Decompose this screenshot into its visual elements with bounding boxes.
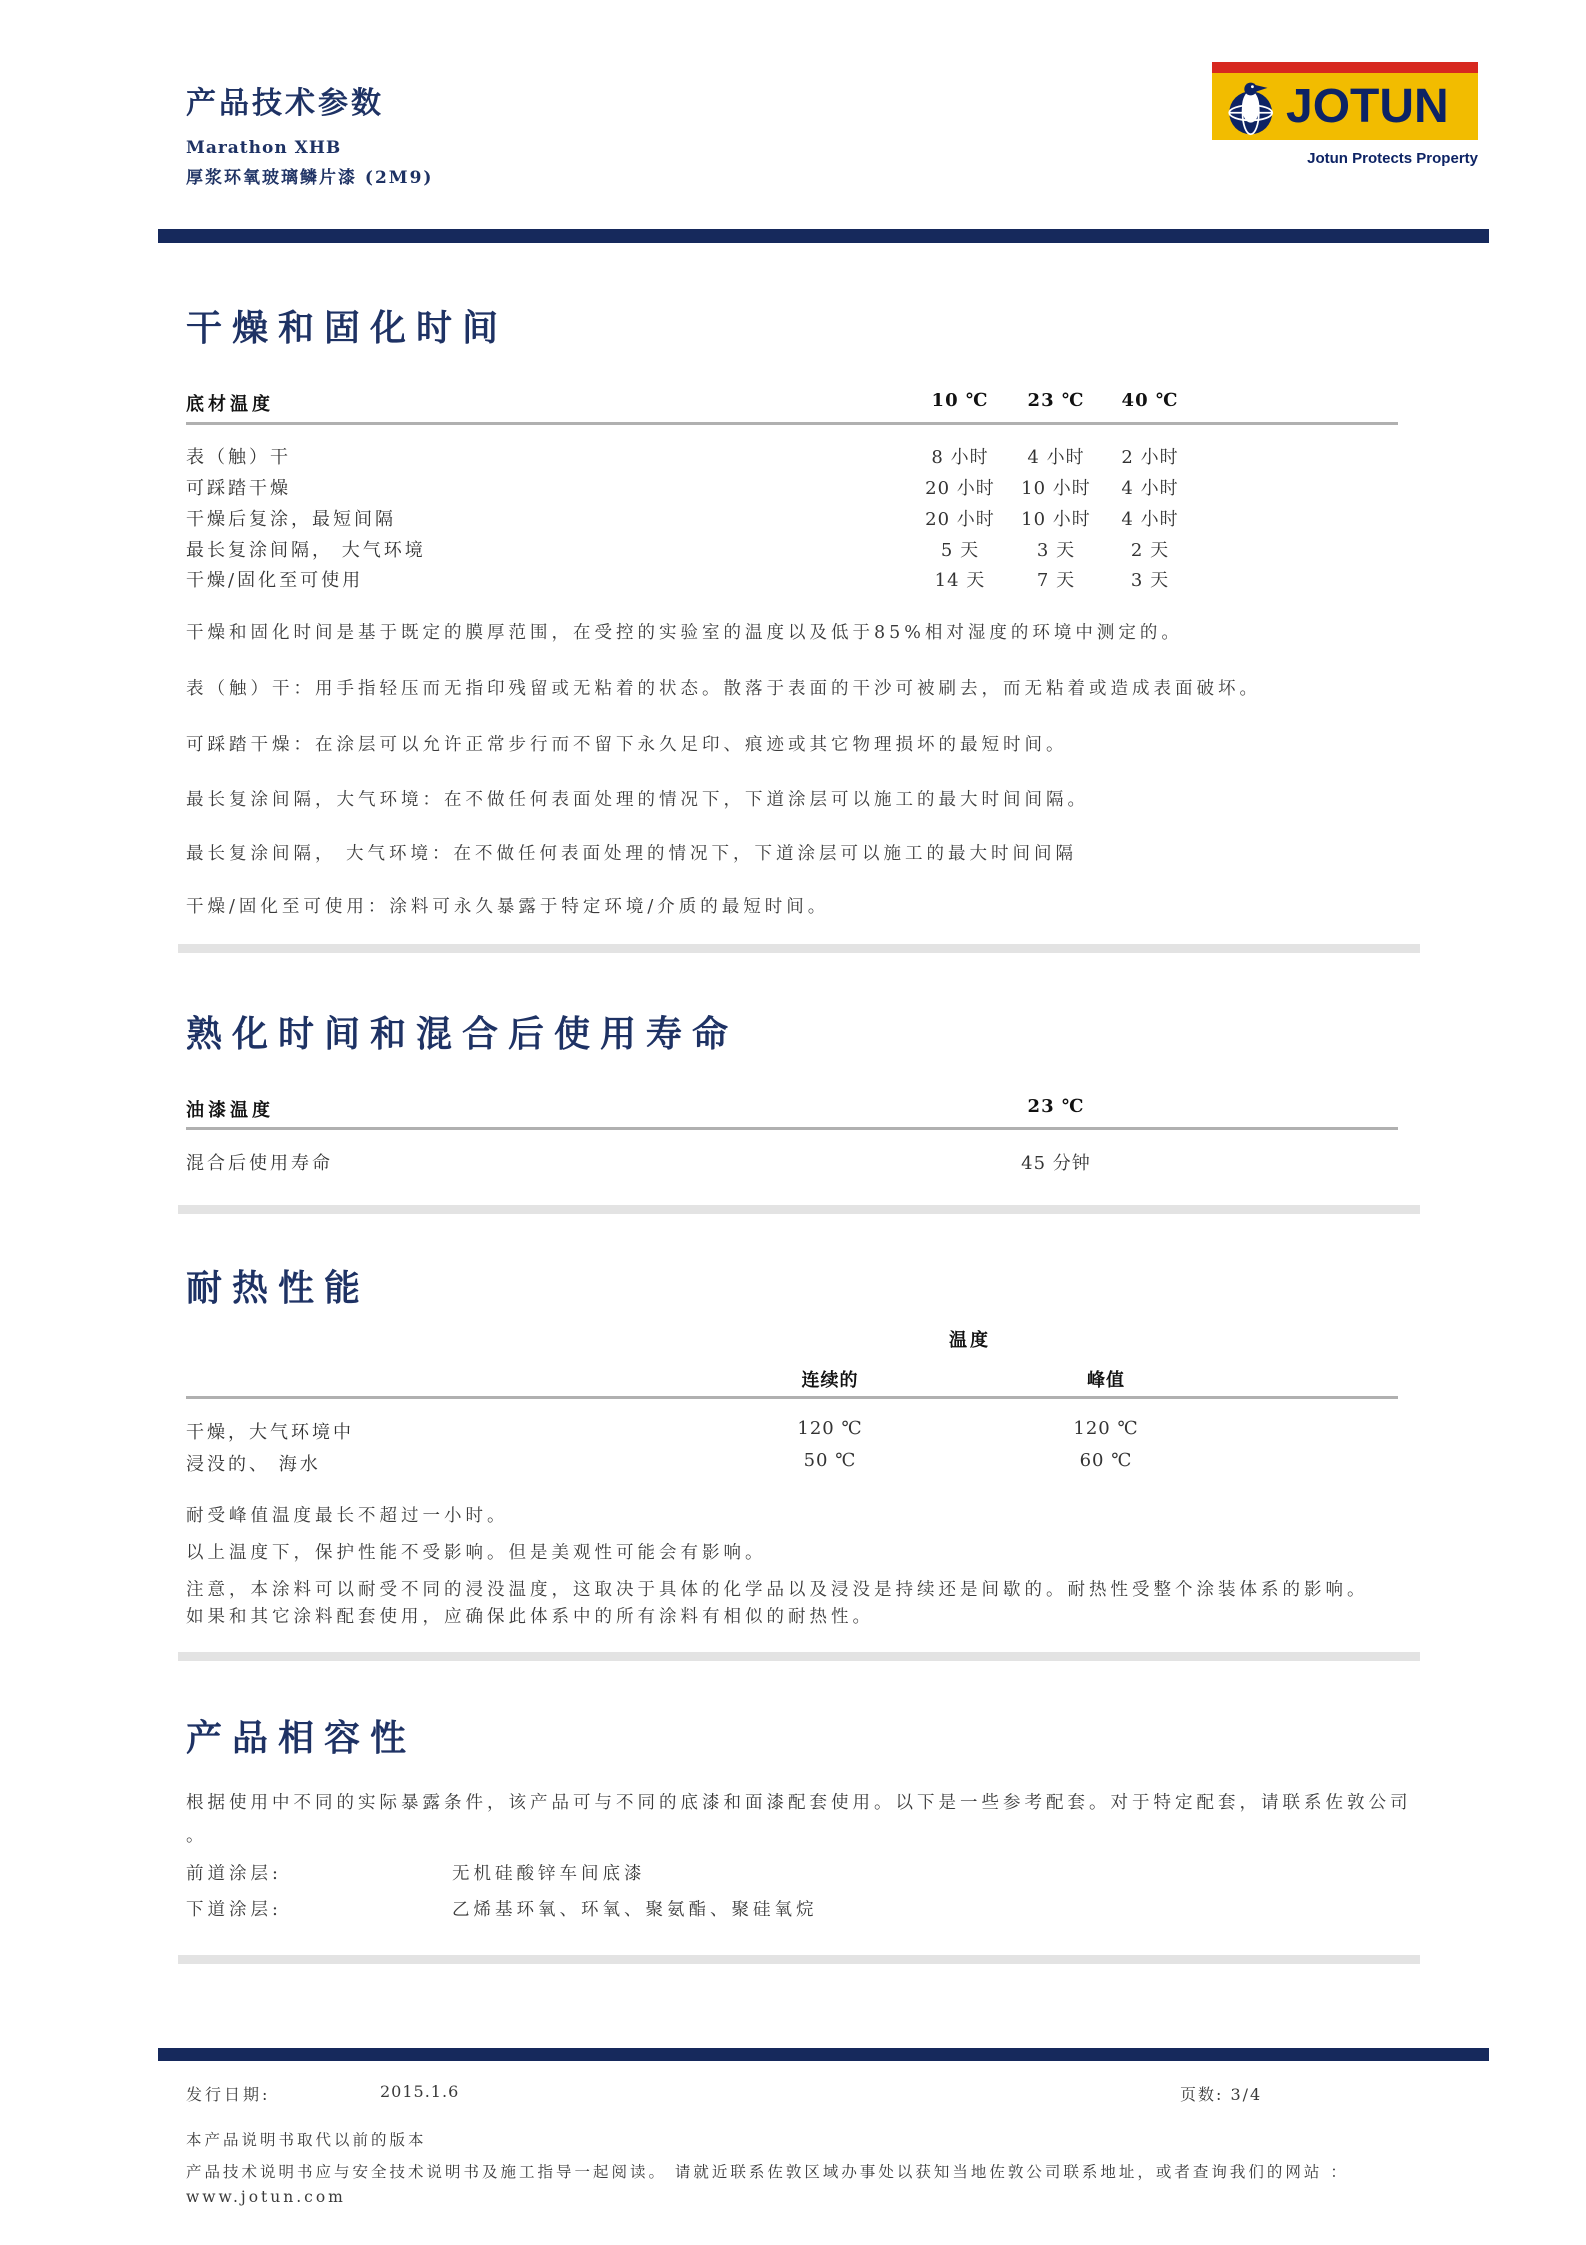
- table-header-row: [186, 1366, 1398, 1392]
- table-rule: [186, 422, 1398, 425]
- row-value: 4 小时: [1121, 478, 1179, 499]
- temp-col-23c: 23 ℃: [1027, 1096, 1085, 1117]
- table-row: [186, 443, 1398, 469]
- table-header-row: [186, 390, 1398, 416]
- compatibility-paragraph: 。: [186, 1826, 208, 1846]
- temp-col-23c: 23 ℃: [1027, 390, 1085, 411]
- section-divider: [178, 1205, 1420, 1214]
- logo-yellow-panel: [1212, 73, 1478, 140]
- row-value: 无机硅酸锌车间底漆: [452, 1864, 646, 1884]
- table-rule: [186, 1396, 1398, 1399]
- table-row: [186, 505, 1398, 531]
- footer-line: 产品技术说明书应与安全技术说明书及施工指导一起阅读。 请就近联系佐敦区域办事处以获知当地佐敦公司联系地址，或者查询我们的网站 ：: [186, 2163, 1349, 2181]
- note-paragraph: 注意，本涂料可以耐受不同的浸没温度，这取决于具体的化学品以及浸没是持续还是间歇的。耐热性受整个涂装体系的影响。: [186, 1580, 1369, 1600]
- row-value: 20 小时: [925, 509, 995, 530]
- row-label: 干燥/固化至可使用: [186, 570, 364, 591]
- section-heading-drying: 干燥和固化时间: [186, 307, 509, 349]
- table-row: [186, 474, 1398, 500]
- row-value: 8 小时: [931, 447, 989, 468]
- row-label: 混合后使用寿命: [186, 1153, 333, 1174]
- temp-group-header: 温度: [949, 1330, 991, 1351]
- page-number: 页数: 3/4: [1180, 2085, 1263, 2104]
- table-row: [186, 536, 1398, 562]
- row-label: 表（触）干: [186, 447, 291, 468]
- row-value: 10 小时: [1021, 509, 1091, 530]
- section-heading-potlife: 熟化时间和混合后使用寿命: [186, 1013, 739, 1055]
- section-heading-compatibility: 产品相容性: [186, 1717, 417, 1759]
- table-row: [186, 1149, 1398, 1175]
- row-value: 2 小时: [1121, 447, 1179, 468]
- table-header-label: 油漆温度: [186, 1100, 274, 1121]
- row-value: 2 天: [1130, 540, 1170, 561]
- row-value: 60 ℃: [1079, 1450, 1133, 1471]
- table-row: [186, 1450, 1398, 1476]
- col-peak: 峰值: [1087, 1370, 1125, 1391]
- row-label: 前道涂层:: [186, 1864, 282, 1884]
- note-paragraph: 可踩踏干燥：在涂层可以允许正常步行而不留下永久足印、痕迹或其它物理损坏的最短时间。: [186, 735, 1068, 755]
- section-heading-heat: 耐热性能: [186, 1267, 371, 1309]
- penguin-globe-icon: [1224, 78, 1282, 136]
- row-value: 3 天: [1130, 570, 1170, 591]
- note-paragraph: 耐受峰值温度最长不超过一小时。: [186, 1506, 509, 1526]
- row-label: 可踩踏干燥: [186, 478, 291, 499]
- table-header-label: 底材温度: [186, 394, 274, 415]
- table-rule: [186, 1127, 1398, 1130]
- logo-tagline: Jotun Protects Property: [1307, 150, 1478, 167]
- note-paragraph: 最长复涂间隔，大气环境：在不做任何表面处理的情况下，下道涂层可以施工的最大时间间隔。: [186, 790, 1089, 810]
- previous-coat-row: [186, 1860, 646, 1885]
- note-paragraph: 如果和其它涂料配套使用，应确保此体系中的所有涂料有相似的耐热性。: [186, 1607, 874, 1627]
- table-row: [186, 566, 1398, 592]
- row-value: 5 天: [940, 540, 980, 561]
- table-header-row: [186, 1096, 1398, 1122]
- row-value: 120 ℃: [797, 1418, 863, 1439]
- logo-red-strip: [1212, 62, 1478, 73]
- row-value: 10 小时: [1021, 478, 1091, 499]
- page-title: 产品技术参数: [186, 86, 384, 121]
- note-paragraph: 最长复涂间隔， 大气环境：在不做任何表面处理的情况下，下道涂层可以施工的最大时间间隔: [186, 844, 1078, 864]
- section-divider: [178, 1652, 1420, 1661]
- section-divider: [178, 944, 1420, 953]
- footer-divider-bar: [158, 2048, 1489, 2061]
- footer-line: 本产品说明书取代以前的版本: [186, 2131, 427, 2149]
- col-continuous: 连续的: [801, 1370, 859, 1391]
- row-label: 干燥，大气环境中: [186, 1422, 354, 1443]
- product-subtitle: 厚浆环氧玻璃鳞片漆 (2M9): [186, 168, 434, 188]
- table-row: [186, 1418, 1398, 1444]
- row-label: 最长复涂间隔， 大气环境: [186, 540, 426, 561]
- note-paragraph: 干燥/固化至可使用：涂料可永久暴露于特定环境/介质的最短时间。: [186, 897, 830, 917]
- row-label: 干燥后复涂，最短间隔: [186, 509, 396, 530]
- temp-col-10c: 10 ℃: [931, 390, 989, 411]
- row-value: 120 ℃: [1073, 1418, 1139, 1439]
- note-paragraph: 以上温度下，保护性能不受影响。但是美观性可能会有影响。: [186, 1543, 767, 1563]
- footer-website: www.jotun.com: [186, 2188, 346, 2206]
- row-value: 3 天: [1036, 540, 1076, 561]
- note-paragraph: 表（触）干：用手指轻压而无指印残留或无粘着的状态。散落于表面的干沙可被刷去，而无粘着或造成表面破坏。: [186, 679, 1261, 699]
- issue-date-value: 2015.1.6: [380, 2082, 460, 2101]
- row-value: 4 小时: [1027, 447, 1085, 468]
- note-paragraph: 干燥和固化时间是基于既定的膜厚范围，在受控的实验室的温度以及低于85%相对湿度的环境中测定的。: [186, 623, 1183, 643]
- issue-date-label: 发行日期:: [186, 2085, 271, 2104]
- product-name: Marathon XHB: [186, 138, 342, 158]
- compatibility-paragraph: 根据使用中不同的实际暴露条件，该产品可与不同的底漆和面漆配套使用。以下是一些参考配套。对于特定配套，请联系佐敦公司: [186, 1793, 1412, 1813]
- row-label: 浸没的、 海水: [186, 1454, 321, 1475]
- row-value: 乙烯基环氧、环氧、聚氨酯、聚硅氧烷: [452, 1900, 818, 1920]
- row-value: 20 小时: [925, 478, 995, 499]
- section-divider: [178, 1955, 1420, 1964]
- row-value: 4 小时: [1121, 509, 1179, 530]
- header-divider-bar: [158, 229, 1489, 243]
- temp-col-40c: 40 ℃: [1121, 390, 1179, 411]
- row-value: 45 分钟: [1021, 1153, 1091, 1174]
- row-value: 14 天: [934, 570, 986, 591]
- row-label: 下道涂层:: [186, 1900, 282, 1920]
- logo-wordmark: JOTUN: [1286, 79, 1449, 133]
- row-value: 50 ℃: [803, 1450, 857, 1471]
- subsequent-coat-row: [186, 1896, 818, 1921]
- row-value: 7 天: [1036, 570, 1076, 591]
- jotun-logo: [1212, 62, 1478, 140]
